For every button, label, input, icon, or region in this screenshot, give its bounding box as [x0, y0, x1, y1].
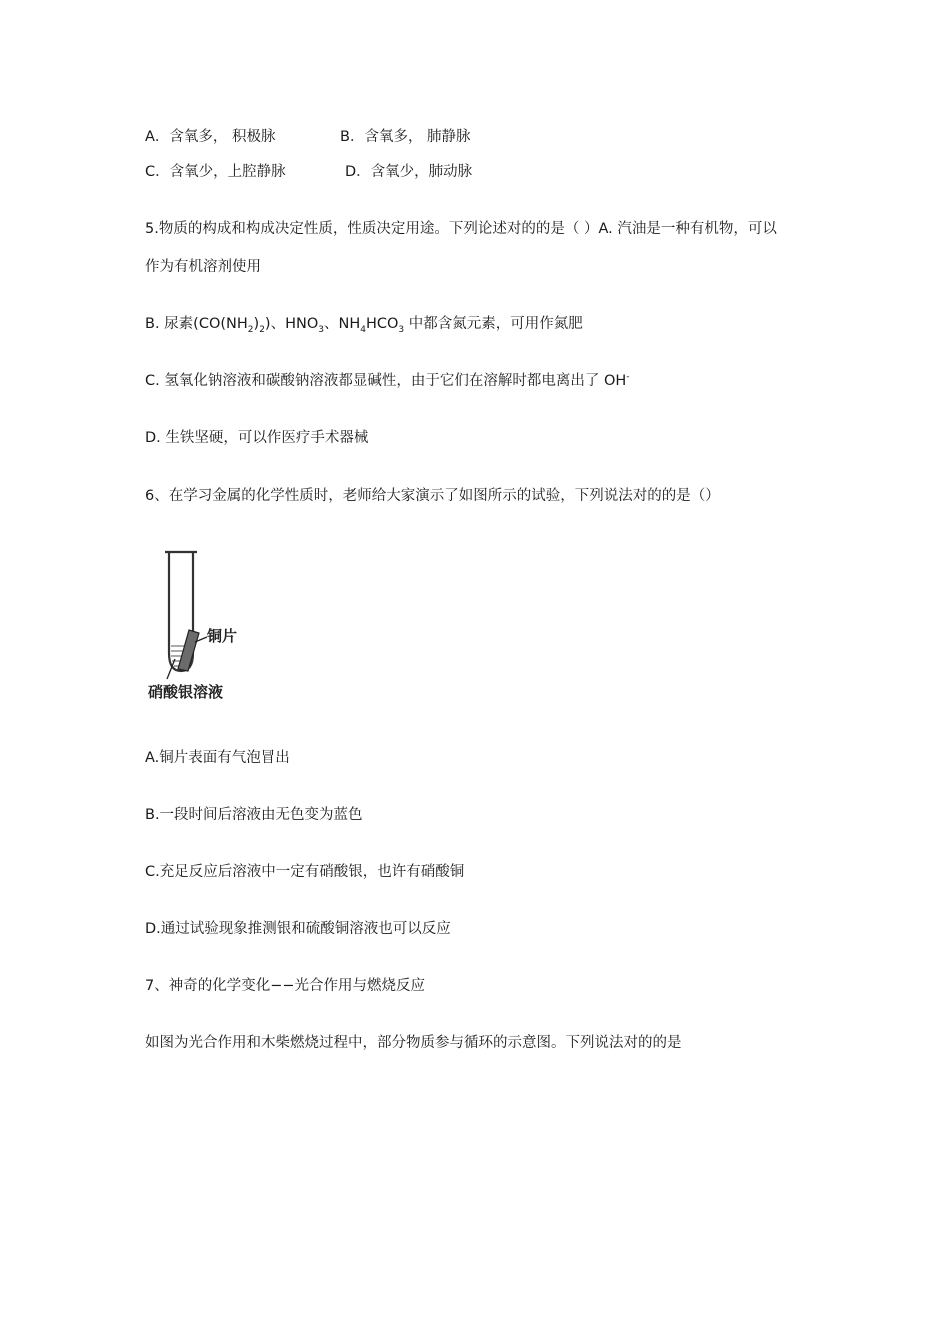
q5-option-b	[145, 314, 583, 334]
q5-option-d: D. 生铁坚硬，可以作医疗手术器械	[145, 430, 369, 446]
figure-label-copper-strip: 铜片	[207, 627, 238, 645]
q6-stem: 6、在学习金属的化学性质时，老师给大家演示了如图所示的试验，下列说法对的的是（）	[145, 488, 720, 504]
q5-option-b-text: B. 尿素(CO(NH	[145, 316, 248, 332]
q4-option-b: B．含氧多， 肺静脉	[340, 129, 471, 145]
q4-option-d: D．含氧少，肺动脉	[345, 164, 473, 180]
subscript: 3	[398, 324, 405, 335]
q6-option-a: A.铜片表面有气泡冒出	[145, 750, 290, 766]
subscript: 2	[259, 324, 265, 335]
q5-option-b-text: 、NH	[323, 316, 361, 332]
q5-option-b-text: 中都含氮元素，可用作氮肥	[404, 316, 583, 332]
q7-stem: 如图为光合作用和木柴燃烧过程中，部分物质参与循环的示意图。下列说法对的的是	[145, 1035, 682, 1051]
test-tube-figure	[145, 545, 247, 707]
q6-option-b: B.一段时间后溶液由无色变为蓝色	[145, 807, 363, 823]
q4-option-c: C．含氧少，上腔静脉	[145, 164, 286, 180]
subscript: 2	[247, 324, 254, 335]
subscript: 4	[360, 324, 366, 335]
q6-option-c: C.充足反应后溶液中一定有硝酸银，也许有硝酸铜	[145, 864, 465, 880]
q7-title: 7、神奇的化学变化−−光合作用与燃烧反应	[145, 978, 426, 994]
q5-option-c	[145, 371, 630, 391]
q5-option-b-text: HCO	[365, 316, 399, 332]
subscript: 3	[318, 324, 324, 335]
q5-option-b-text: )	[253, 316, 260, 332]
q6-option-d: D.通过试验现象推测银和硫酸铜溶液也可以反应	[145, 921, 451, 937]
q5-option-c-text: C. 氢氧化钠溶液和碳酸钠溶液都显碱性，由于它们在溶解时都电离出了 OH	[145, 373, 627, 389]
figure-label-solution: 硝酸银溶液	[148, 683, 224, 701]
q5-option-b-text: )、HNO	[264, 316, 319, 332]
q4-option-a: A．含氧多， 积极脉	[145, 129, 276, 145]
q5-stem-line1: 5.物质的构成和构成决定性质，性质决定用途。下列论述对的的是（ ）A. 汽油是一种有机物，可以	[145, 221, 777, 237]
superscript: -	[626, 372, 630, 383]
q5-stem-line2: 作为有机溶剂使用	[145, 259, 261, 275]
